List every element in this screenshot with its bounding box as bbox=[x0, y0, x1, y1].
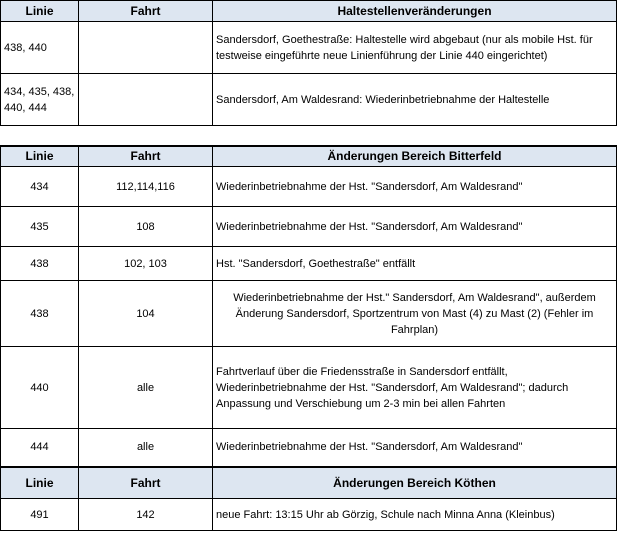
cell-fahrt bbox=[79, 74, 213, 126]
header-fahrt: Fahrt bbox=[79, 1, 213, 22]
header-linie: Linie bbox=[1, 146, 79, 167]
header-fahrt: Fahrt bbox=[79, 467, 213, 499]
table-row bbox=[1, 207, 617, 247]
cell-linie: 438 bbox=[1, 247, 79, 281]
header-title: Haltestellenveränderungen bbox=[213, 1, 617, 22]
cell-text: Wiederinbetriebnahme der Hst." Sandersdorf, Am Waldesrand", außerdem Änderung Sandersdorf, Sportzentrum von Mast (4) zu Mast (2) (Fehler im Fahrplan) bbox=[213, 281, 617, 347]
table-row bbox=[1, 347, 617, 429]
cell-text: Wiederinbetriebnahme der Hst. "Sandersdorf, Am Waldesrand" bbox=[213, 429, 617, 467]
cell-linie: 440 bbox=[1, 347, 79, 429]
table-row bbox=[1, 247, 617, 281]
cell-linie: 438 bbox=[1, 281, 79, 347]
header-title: Änderungen Bereich Bitterfeld bbox=[213, 146, 617, 167]
cell-fahrt: 102, 103 bbox=[79, 247, 213, 281]
cell-fahrt: 112,114,116 bbox=[79, 167, 213, 207]
table-row bbox=[1, 499, 617, 531]
table-row bbox=[1, 429, 617, 467]
cell-text: Wiederinbetriebnahme der Hst. "Sandersdorf, Am Waldesrand" bbox=[213, 207, 617, 247]
section-header-bitterfeld bbox=[1, 146, 617, 167]
cell-linie: 435 bbox=[1, 207, 79, 247]
table-row bbox=[1, 167, 617, 207]
header-fahrt: Fahrt bbox=[79, 146, 213, 167]
cell-fahrt: alle bbox=[79, 347, 213, 429]
cell-linie: 438, 440 bbox=[1, 22, 79, 74]
cell-fahrt: 142 bbox=[79, 499, 213, 531]
cell-linie: 434 bbox=[1, 167, 79, 207]
cell-fahrt: alle bbox=[79, 429, 213, 467]
table-row bbox=[1, 22, 617, 74]
cell-fahrt bbox=[79, 22, 213, 74]
cell-text: Wiederinbetriebnahme der Hst. "Sandersdorf, Am Waldesrand" bbox=[213, 167, 617, 207]
table-row bbox=[1, 281, 617, 347]
cell-linie: 434, 435, 438, 440, 444 bbox=[1, 74, 79, 126]
table-row bbox=[1, 74, 617, 126]
spacer-cell bbox=[1, 126, 617, 146]
section-header-haltestellen bbox=[1, 1, 617, 22]
cell-linie: 491 bbox=[1, 499, 79, 531]
cell-text: neue Fahrt: 13:15 Uhr ab Görzig, Schule nach Minna Anna (Kleinbus) bbox=[213, 499, 617, 531]
cell-text: Sandersdorf, Am Waldesrand: Wiederinbetriebnahme der Haltestelle bbox=[213, 74, 617, 126]
cell-text: Fahrtverlauf über die Friedensstraße in Sandersdorf entfällt, Wiederinbetriebnahme der Hst. "Sandersdorf, Am Waldesrand"; dadurch Anpassung und Verschiebung um 2-3 min bei allen Fahrten bbox=[213, 347, 617, 429]
header-linie: Linie bbox=[1, 1, 79, 22]
cell-text: Hst. "Sandersdorf, Goethestraße" entfällt bbox=[213, 247, 617, 281]
spacer-row bbox=[1, 126, 617, 146]
cell-fahrt: 108 bbox=[79, 207, 213, 247]
cell-linie: 444 bbox=[1, 429, 79, 467]
section-header-koethen bbox=[1, 467, 617, 499]
cell-text: Sandersdorf, Goethestraße: Haltestelle wird abgebaut (nur als mobile Hst. für testweise eingeführte neue Linienführung der Linie 440 eingerichtet) bbox=[213, 22, 617, 74]
header-title: Änderungen Bereich Köthen bbox=[213, 467, 617, 499]
cell-fahrt: 104 bbox=[79, 281, 213, 347]
header-linie: Linie bbox=[1, 467, 79, 499]
